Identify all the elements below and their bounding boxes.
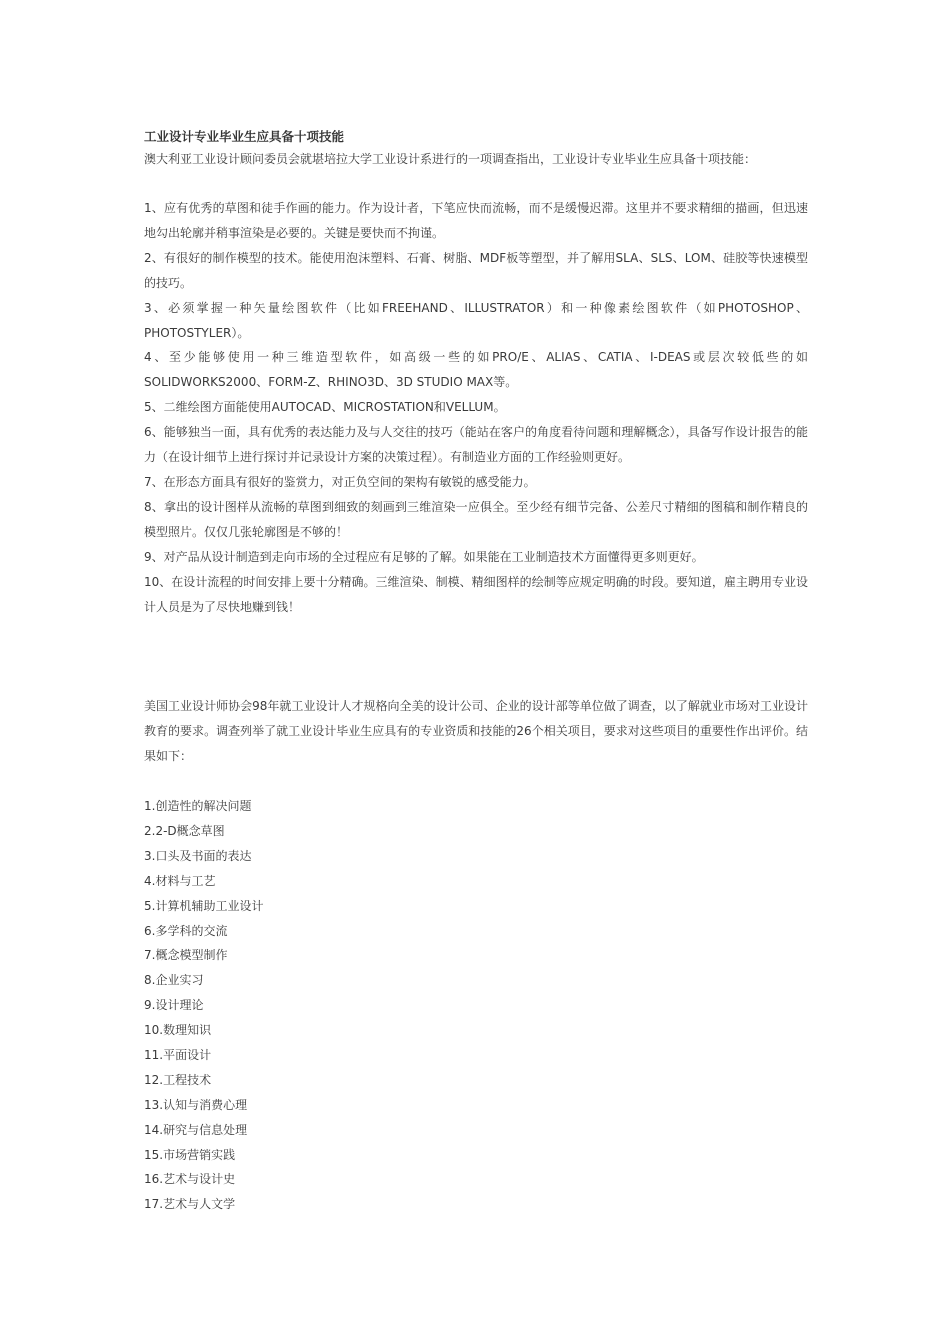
list-item: 14.研究与信息处理 — [144, 1122, 248, 1137]
list-item: 13.认知与消费心理 — [144, 1097, 248, 1112]
spacer — [144, 769, 808, 794]
skill-item: 5、二维绘图方面能使用AUTOCAD、MICROSTATION和VELLUM。 — [144, 400, 506, 415]
spacer — [144, 171, 808, 196]
document-page — [144, 127, 808, 1217]
skill-item: 1、应有优秀的草图和徒手作画的能力。作为设计者，下笔应快而流畅，而不是缓慢迟滞。这里并不要求精细的描画，但迅速地勾出轮廓并稍事渲染是必要的。关键是要快而不拘谨。 — [144, 201, 808, 240]
skill-item: 4、至少能够使用一种三维造型软件，如高级一些的如PRO/E、ALIAS、CATIA、I-DEAS或层次较低些的如SOLIDWORKS2000、FORM-Z、RHINO3D、3D STUDIO MAX等。 — [144, 350, 808, 390]
list-item: 5.计算机辅助工业设计 — [144, 898, 264, 913]
list-item: 16.艺术与设计史 — [144, 1172, 236, 1187]
list-item: 12.工程技术 — [144, 1072, 212, 1087]
list-item: 3.口头及书面的表达 — [144, 848, 252, 863]
list-item: 6.多学科的交流 — [144, 923, 228, 938]
list-item: 9.设计理论 — [144, 998, 204, 1013]
skill-item: 3、必须掌握一种矢量绘图软件（比如FREEHAND、ILLUSTRATOR）和一种像素绘图软件（如PHOTOSHOP、PHOTOSTYLER）。 — [144, 300, 808, 340]
skill-item: 9、对产品从设计制造到走向市场的全过程应有足够的了解。如果能在工业制造技术方面懂得更多则更好。 — [144, 549, 704, 564]
survey-list — [144, 794, 808, 1217]
skill-item: 2、有很好的制作模型的技术。能使用泡沫塑料、石膏、树脂、MDF板等塑型，并了解用SLA、SLS、LOM、硅胶等快速模型的技巧。 — [144, 250, 808, 290]
survey-intro-paragraph: 美国工业设计师协会98年就工业设计人才规格向全美的设计公司、企业的设计部等单位做了调查，以了解就业市场对工业设计教育的要求。调查列举了就工业设计毕业生应具有的专业资质和技能的26个相关项目，要求对这些项目的重要性作出评价。结果如下： — [144, 699, 808, 764]
document-title: 工业设计专业毕业生应具备十项技能 — [144, 129, 345, 144]
list-item: 15.市场营销实践 — [144, 1147, 236, 1162]
list-item: 11.平面设计 — [144, 1048, 212, 1063]
list-item: 1.创造性的解决问题 — [144, 799, 252, 814]
list-item: 10.数理知识 — [144, 1023, 212, 1038]
list-item: 7.概念模型制作 — [144, 948, 228, 963]
skill-item: 6、能够独当一面，具有优秀的表达能力及与人交往的技巧（能站在客户的角度看待问题和理解概念），具备写作设计报告的能力（在设计细节上进行探讨并记录设计方案的决策过程）。有制造业方面的工作经验则更好。 — [144, 425, 808, 465]
spacer — [144, 619, 808, 694]
list-item: 4.材料与工艺 — [144, 873, 216, 888]
list-item: 17.艺术与人文学 — [144, 1197, 236, 1212]
intro-paragraph: 澳大利亚工业设计顾问委员会就堪培拉大学工业设计系进行的一项调查指出，工业设计专业毕业生应具备十项技能： — [144, 152, 757, 166]
list-item: 2.2-D概念草图 — [144, 824, 225, 839]
list-item: 8.企业实习 — [144, 973, 204, 988]
skill-item: 10、在设计流程的时间安排上要十分精确。三维渲染、制模、精细图样的绘制等应规定明确的时段。要知道，雇主聘用专业设计人员是为了尽快地赚到钱！ — [144, 574, 808, 614]
skill-item: 7、在形态方面具有很好的鉴赏力，对正负空间的架构有敏锐的感受能力。 — [144, 474, 536, 489]
skill-item: 8、拿出的设计图样从流畅的草图到细致的刻画到三维渲染一应俱全。至少经有细节完备、公差尺寸精细的图稿和制作精良的模型照片。仅仅几张轮廓图是不够的！ — [144, 499, 808, 539]
